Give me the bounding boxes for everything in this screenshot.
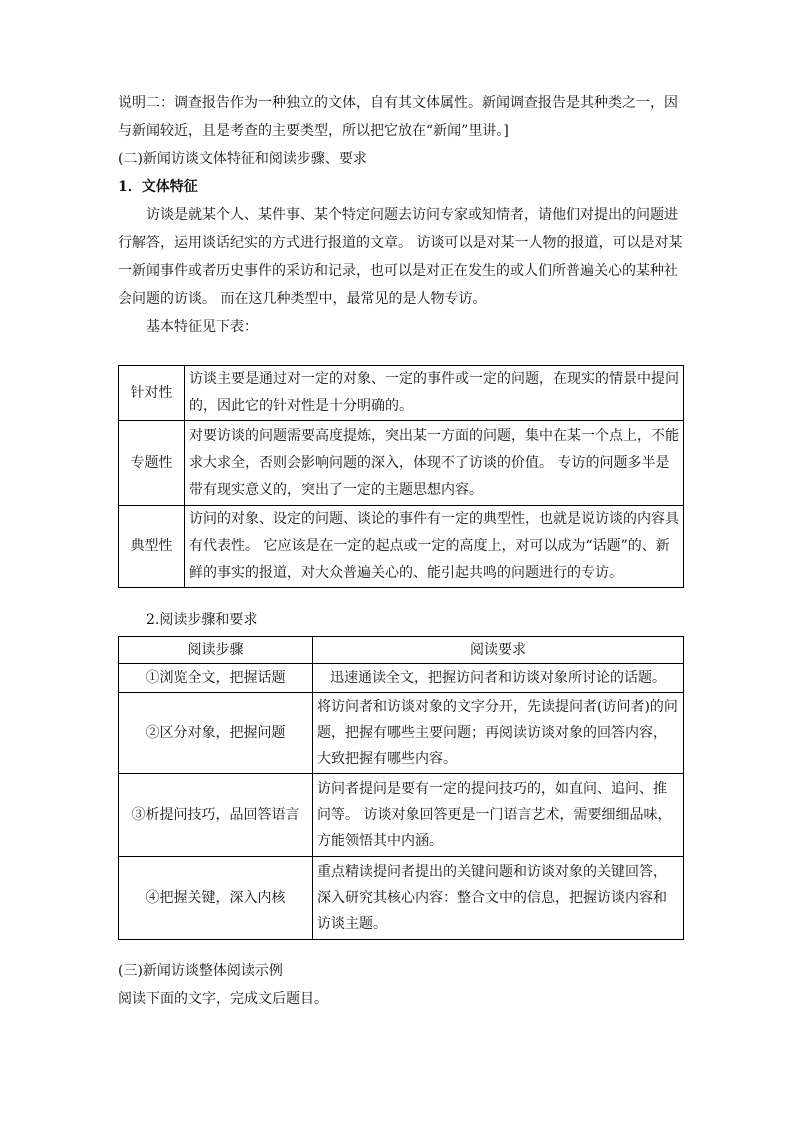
- feature-name: 针对性: [119, 366, 185, 421]
- requirement-cell: 迅速通读全文，把握访问者和访谈对象所讨论的话题。: [313, 664, 684, 693]
- step-cell: ③析提问技巧，品回答语言: [119, 774, 313, 857]
- genre-feature-paragraph: 访谈是就某个人、某件事、某个特定问题去访问专家或知情者，请他们对提出的问题进行解答，运用谈话纪实的方式进行报道的文章。 访谈可以是对某一人物的报道，可以是对某一新闻事件或者历史事件的采访和记录，也可以是对正在发生的或人们所普遍关心的某种社会问题的访谈。 而在这几种类型中，最常见的是人物专访。: [118, 207, 683, 307]
- table-row: [119, 857, 684, 940]
- column-header: 阅读要求: [313, 637, 684, 664]
- table-row: [119, 421, 684, 506]
- steps-title: 2.阅读步骤和要求: [146, 612, 258, 628]
- table-row: [119, 664, 684, 693]
- table-row: [119, 366, 684, 421]
- requirement-cell: 将访问者和访谈对象的文字分开，先读提问者(访问者)的问题，把握有哪些主要问题；再阅读访谈对象的回答内容，大致把握有哪些内容。: [313, 693, 684, 774]
- steps-table: [118, 636, 684, 940]
- requirement-cell: 访问者提问是要有一定的提问技巧的，如直问、追问、推问等。 访谈对象回答更是一门语言艺术，需要细细品味，方能领悟其中内涵。: [313, 774, 684, 857]
- feature-name: 典型性: [119, 506, 185, 588]
- feature-desc: 访谈主要是通过对一定的对象、一定的事件或一定的问题，在现实的情景中提问的，因此它的针对性是十分明确的。: [185, 366, 684, 421]
- step-cell: ①浏览全文，把握话题: [119, 664, 313, 693]
- section-three-title: (三)新闻访谈整体阅读示例: [118, 963, 283, 979]
- subsection-one-title: 1．文体特征: [118, 179, 198, 195]
- intro-section: [118, 89, 684, 341]
- feature-desc: 对要访谈的问题需要高度提炼，突出某一方面的问题，集中在某一个点上，不能求大求全，否则会影响问题的深入，体现不了访谈的价值。 专访的问题多半是带有现实意义的，突出了一定的主题思想内容。: [185, 421, 684, 506]
- table-row: [119, 693, 684, 774]
- table-row: [119, 774, 684, 857]
- step-cell: ②区分对象，把握问题: [119, 693, 313, 774]
- feature-desc: 访问的对象、设定的问题、谈论的事件有一定的典型性，也就是说访谈的内容具有代表性。 它应该是在一定的起点或一定的高度上，对可以成为“话题”的、新鲜的事实的报道，对大众普遍关心的、能引起共鸣的问题进行的专访。: [185, 506, 684, 588]
- column-header: 阅读步骤: [119, 637, 313, 664]
- reading-instruction: 阅读下面的文字，完成文后题目。: [118, 991, 328, 1007]
- steps-title-block: [118, 606, 684, 634]
- table-intro-line: 基本特征见下表：: [146, 319, 258, 335]
- feature-name: 专题性: [119, 421, 185, 506]
- step-cell: ④把握关键，深入内核: [119, 857, 313, 940]
- requirement-cell: 重点精读提问者提出的关键问题和访谈对象的关键回答，深入研究其核心内容：整合文中的信息，把握访谈内容和访谈主题。: [313, 857, 684, 940]
- section-three: [118, 957, 684, 1013]
- note-two: 说明二：调查报告作为一种独立的文体，自有其文体属性。新闻调查报告是其种类之一，因与新闻较近，且是考查的主要类型，所以把它放在“新闻”里讲。]: [118, 95, 678, 139]
- table-header-row: [119, 637, 684, 664]
- section-two-title: (二)新闻访谈文体特征和阅读步骤、要求: [118, 151, 367, 167]
- features-table: [118, 365, 684, 588]
- table-row: [119, 506, 684, 588]
